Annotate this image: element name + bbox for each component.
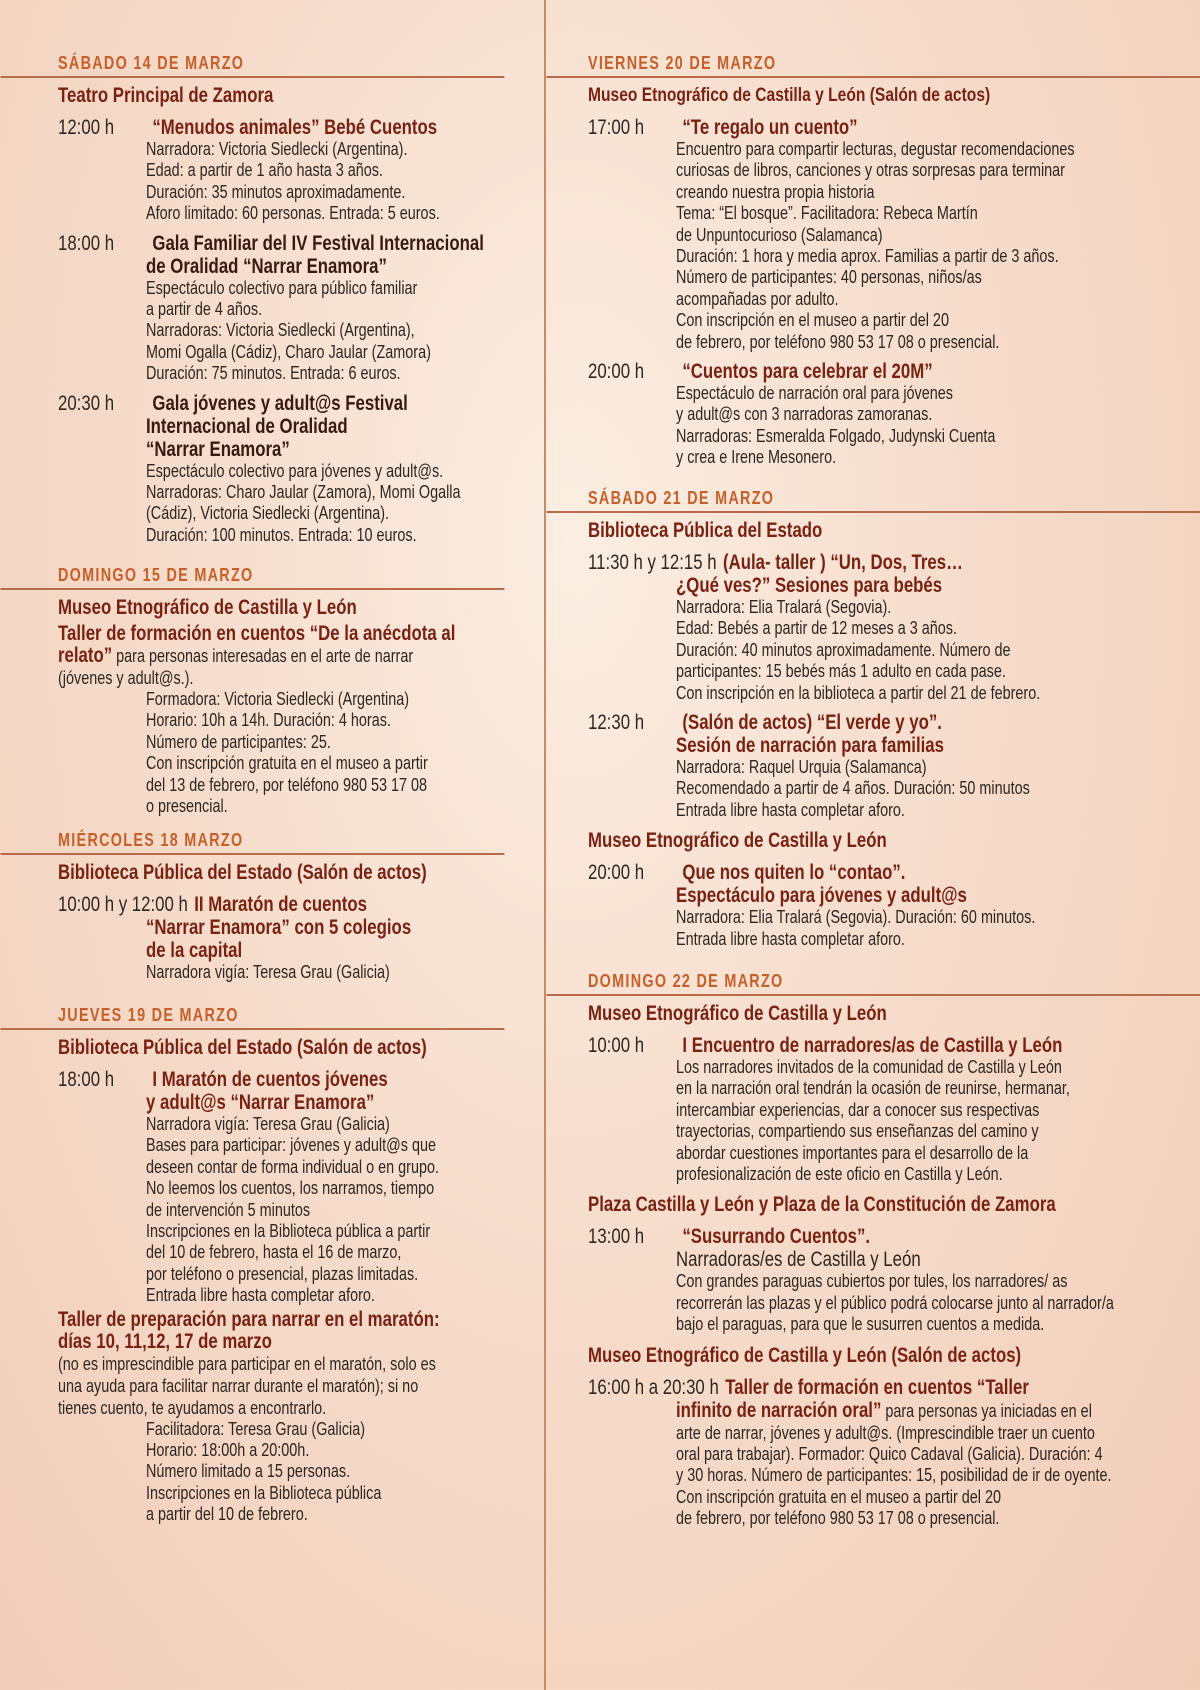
event-time: 18:00 h (58, 1068, 115, 1091)
event-item (588, 1034, 1200, 1185)
description-text: (no es imprescindible para participar en el maratón, solo es (58, 1353, 436, 1374)
event-title-line (676, 734, 1200, 757)
event-detail-line: (Cádiz), Victoria Siedlecki (Argentina). (146, 503, 390, 524)
event-title-text: de la capital (146, 939, 243, 962)
event-title-line (676, 574, 1200, 597)
venue-heading: Teatro Principal de Zamora (58, 84, 274, 107)
workshop-detail-line: Horario: 18:00h a 20:00h. (146, 1440, 310, 1461)
event-detail-line: Narradoras: Charo Jaular (Zamora), Momi Ogalla (146, 482, 461, 503)
event-detail-line: Duración: 1 hora y media aprox. Familias a partir de 3 años. (676, 246, 1059, 267)
event-detail-line: intercambiar experiencias, dar a conocer sus respectivas (676, 1099, 1040, 1120)
day-section (588, 50, 1200, 469)
event-detail-line: Narradora: Raquel Urquia (Salamanca) (676, 757, 927, 778)
event-detail-line: Bases para participar: jóvenes y adult@s que (146, 1135, 436, 1156)
event-title-text: Internacional de Oralidad (146, 414, 348, 438)
event-title-text: Taller de formación en cuentos “Taller (725, 1375, 1029, 1399)
event-title-line (58, 391, 506, 415)
event-detail-line: curiosas de libros, canciones y otras sorpresas para terminar (676, 160, 1065, 181)
event-time: 20:30 h (58, 391, 115, 415)
event-title-text: Taller de preparación para narrar en el maratón: (58, 1307, 440, 1331)
event-detail-line: profesionalización de este oficio en Castilla y León. (676, 1164, 1003, 1185)
workshop-detail-line: Horario: 10h a 14h. Duración: 4 horas. (146, 710, 391, 731)
event-detail-line: Momi Ogalla (Cádiz), Charo Jaular (Zamora) (146, 341, 431, 362)
event-title-text: “Susurrando Cuentos”. (682, 1225, 871, 1249)
venue-heading: Biblioteca Pública del Estado (588, 519, 823, 542)
venue-heading: Museo Etnográfico de Castilla y León (Salón de actos) (588, 1343, 1022, 1367)
event-item (588, 1376, 1200, 1530)
event-title-line (588, 360, 1200, 384)
event-time: 10:00 h y 12:00 h (58, 893, 188, 916)
event-title-text: días 10, 11,12, 17 de marzo (58, 1329, 272, 1353)
event-title-text: y adult@s “Narrar Enamora” (146, 1091, 375, 1114)
event-title-text: infinito de narración oral” (676, 1398, 882, 1422)
workshop-line (58, 667, 506, 689)
event-detail-line: recorrerán las plazas y el público podrá colocarse junto al narrador/a (676, 1292, 1114, 1313)
event-item (58, 392, 506, 547)
event-item (588, 861, 1200, 950)
day-header: DOMINGO 22 DE MARZO (588, 968, 1200, 994)
event-title-line (58, 1068, 506, 1091)
workshop-block (58, 623, 506, 817)
event-detail-line: Espectáculo de narración oral para jóvenes (676, 383, 953, 404)
event-detail-line: Entrada libre hasta completar aforo. (676, 799, 905, 820)
day-header: SÁBADO 14 DE MARZO (58, 50, 506, 76)
event-title-line (588, 1375, 1200, 1399)
event-title-text: “Cuentos para celebrar el 20M” (682, 360, 933, 384)
event-title-text: ¿Qué ves?” Sesiones para bebés (676, 574, 943, 597)
event-detail-line: Narradora: Elia Tralará (Segovia). (676, 597, 892, 617)
event-detail-line: oral para trabajar). Formador: Quico Cadaval (Galicia). Duración: 4 (676, 1444, 1103, 1465)
event-title-line (588, 711, 1200, 735)
description-text: para personas ya iniciadas en el (881, 1400, 1092, 1421)
workshop-block (58, 1309, 506, 1526)
event-time: 12:00 h (58, 116, 115, 139)
workshop-line (58, 623, 506, 645)
event-detail-line: Número de participantes: 40 personas, niños/as (676, 267, 982, 288)
event-item (58, 232, 506, 385)
day-section (588, 968, 1200, 1530)
venue-heading: Museo Etnográfico de Castilla y León (58, 596, 357, 619)
event-detail-line: Entrada libre hasta completar aforo. (676, 928, 905, 949)
event-title-text: Gala Familiar del IV Festival Internacional (152, 231, 484, 255)
event-title-line (676, 884, 1200, 907)
event-item (58, 893, 506, 983)
workshop-detail-line: Formadora: Victoria Siedlecki (Argentina) (146, 689, 410, 709)
event-detail-line: Con inscripción en el museo a partir del 20 (676, 310, 949, 331)
event-detail-line: Narradora vigía: Teresa Grau (Galicia) (146, 962, 390, 982)
event-detail-line: trayectorias, compartiendo sus enseñanzas del camino y (676, 1121, 1039, 1142)
event-item (588, 1225, 1200, 1335)
event-time: 20:00 h (588, 861, 645, 885)
event-detail-line: en la narración oral tendrán la ocasión de reunirse, hermanar, (676, 1078, 1070, 1099)
venue-heading: Museo Etnográfico de Castilla y León (588, 829, 887, 853)
day-section (58, 827, 506, 983)
day-header: DOMINGO 15 DE MARZO (58, 562, 506, 588)
workshop-detail-line: Número limitado a 15 personas. (146, 1461, 351, 1482)
event-detail-line: Narradoras: Esmeralda Folgado, Judynski Cuenta (676, 425, 996, 446)
event-title-line (676, 1399, 1200, 1423)
event-title-text: relato” (58, 644, 113, 667)
venue-heading: Museo Etnográfico de Castilla y León (588, 1002, 887, 1025)
event-item (58, 116, 506, 225)
workshop-detail-line: a partir del 10 de febrero. (146, 1504, 308, 1525)
event-detail-line: y 30 horas. Número de participantes: 15, posibilidad de ir de oyente. (676, 1465, 1112, 1486)
event-time: 10:00 h (588, 1034, 645, 1057)
event-item (588, 360, 1200, 469)
event-detail-line: deseen contar de forma individual o en grupo. (146, 1156, 439, 1177)
workshop-line (58, 1353, 506, 1375)
event-title-line (588, 116, 1200, 139)
day-header: MIÉRCOLES 18 MARZO (58, 827, 506, 853)
event-detail-line: Entrada libre hasta completar aforo. (146, 1285, 375, 1306)
event-title-text: “Te regalo un cuento” (682, 116, 858, 139)
day-section (588, 485, 1200, 950)
event-detail-line: Tema: “El bosque”. Facilitadora: Rebeca Martín (676, 203, 978, 224)
workshop-detail-line: Número de participantes: 25. (146, 731, 331, 752)
event-title-text: Sesión de narración para familias (676, 734, 944, 758)
event-time: 16:00 h a 20:30 h (588, 1375, 719, 1399)
event-title-text: (Aula- taller ) “Un, Dos, Tres… (723, 551, 963, 574)
event-detail-line: Edad: Bebés a partir de 12 meses a 3 años. (676, 618, 957, 639)
event-time: 13:00 h (588, 1225, 645, 1249)
description-text: para personas interesadas en el arte de narrar (112, 646, 414, 666)
description-text: una ayuda para facilitar narrar durante el maratón); si no (58, 1375, 419, 1396)
column-divider (544, 0, 546, 1690)
workshop-detail-line: Facilitadora: Teresa Grau (Galicia) (146, 1418, 366, 1439)
venue-heading: Biblioteca Pública del Estado (Salón de actos) (58, 1036, 427, 1059)
event-detail-line: de febrero, por teléfono 980 53 17 08 o presencial. (676, 331, 1000, 352)
event-detail-line: Encuentro para compartir lecturas, degustar recomendaciones (676, 139, 1075, 159)
event-title-line (146, 438, 506, 461)
event-time: 12:30 h (588, 711, 645, 735)
event-title-line (58, 116, 506, 139)
event-title-line (146, 415, 506, 438)
event-title-text: “Menudos animales” Bebé Cuentos (152, 116, 438, 139)
event-title-line (146, 1091, 506, 1114)
venue-heading: Plaza Castilla y León y Plaza de la Constitución de Zamora (588, 1193, 1056, 1217)
event-detail-line: y adult@s con 3 narradoras zamoranas. (676, 404, 933, 425)
workshop-details (58, 689, 506, 817)
event-title-text: Que nos quiten lo “contao”. (682, 861, 906, 885)
event-detail-line: Narradoras: Victoria Siedlecki (Argentina), (146, 320, 415, 341)
event-title-text: I Maratón de cuentos jóvenes (152, 1068, 388, 1091)
workshop-detail-line: Inscripciones en la Biblioteca pública (146, 1482, 382, 1503)
event-title-text: “Narrar Enamora” con 5 colegios (146, 916, 412, 939)
workshop-details (58, 1419, 506, 1526)
day-section (58, 562, 506, 817)
venue-heading: Museo Etnográfico de Castilla y León (Salón de actos) (588, 84, 991, 106)
event-detail-line: a partir de 4 años. (146, 299, 263, 320)
event-detail-line: No leemos los cuentos, los narramos, tiempo (146, 1178, 435, 1199)
event-detail-line: bajo el paraguas, para que le susurren cuentos a medida. (676, 1314, 1045, 1335)
event-time: 20:00 h (588, 360, 645, 384)
event-detail-line: Duración: 75 minutos. Entrada: 6 euros. (146, 363, 401, 384)
event-title-text: “Narrar Enamora” (146, 437, 290, 461)
day-header: VIERNES 20 DE MARZO (588, 50, 1200, 76)
event-title-text: Espectáculo para jóvenes y adult@s (676, 884, 967, 908)
event-time: 11:30 h y 12:15 h (588, 551, 717, 574)
event-detail-line: de intervención 5 minutos (146, 1199, 311, 1220)
event-detail-line: Narradora: Victoria Siedlecki (Argentina). (146, 139, 408, 159)
event-detail-line: Duración: 40 minutos aproximadamente. Número de (676, 639, 1011, 660)
event-time: 17:00 h (588, 116, 645, 139)
event-detail-line: Los narradores invitados de la comunidad de Castilla y León (676, 1057, 1062, 1077)
day-header: JUEVES 19 DE MARZO (58, 1002, 506, 1028)
event-title-line (588, 1034, 1200, 1057)
event-detail-line: Espectáculo colectivo para público familiar (146, 277, 418, 298)
event-item (588, 711, 1200, 821)
event-detail-line: abordar cuestiones importantes para el desarrollo de la (676, 1142, 1029, 1163)
workshop-line (58, 645, 506, 667)
event-title-text: (Salón de actos) “El verde y yo”. (682, 711, 942, 735)
venue-heading: Biblioteca Pública del Estado (Salón de actos) (58, 861, 427, 884)
event-item (58, 1068, 506, 1307)
description-text: (jóvenes y adult@s.). (58, 668, 194, 688)
event-title-text: Taller de formación en cuentos “De la anécdota al (58, 622, 456, 645)
event-title-line (588, 551, 1200, 574)
event-detail-line: de Unpuntocurioso (Salamanca) (676, 224, 883, 245)
event-subtitle: Narradoras/es de Castilla y León (676, 1248, 921, 1272)
event-detail-line: Aforo limitado: 60 personas. Entrada: 5 euros. (146, 203, 440, 224)
event-title-text: II Maratón de cuentos (194, 893, 367, 916)
day-header: SÁBADO 21 DE MARZO (588, 485, 1200, 511)
event-detail-line: por teléfono o presencial, plazas limitadas. (146, 1263, 419, 1284)
workshop-line (58, 1375, 506, 1397)
event-detail-line: Edad: a partir de 1 año hasta 3 años. (146, 160, 383, 181)
workshop-line (58, 1331, 506, 1353)
workshop-detail-line: o presencial. (146, 796, 228, 817)
event-detail-line: Con inscripción gratuita en el museo a partir del 20 (676, 1486, 1001, 1507)
event-detail-line: participantes: 15 bebés más 1 adulto en cada pase. (676, 661, 1006, 682)
event-title-line (146, 939, 506, 962)
event-title-text: I Encuentro de narradores/as de Castilla y León (682, 1034, 1063, 1057)
day-section (58, 50, 506, 546)
event-detail-line: Narradora: Elia Tralará (Segovia). Duración: 60 minutos. (676, 907, 1036, 928)
event-detail-line: Espectáculo colectivo para jóvenes y adult@s. (146, 460, 444, 481)
description-text: tienes cuento, te ayudamos a encontrarlo. (58, 1397, 327, 1418)
event-detail-line: Recomendado a partir de 4 años. Duración: 50 minutos (676, 778, 1030, 799)
event-detail-line: Duración: 100 minutos. Entrada: 10 euros. (146, 524, 417, 545)
event-detail-line: y crea e Irene Mesonero. (676, 447, 837, 468)
event-item (588, 116, 1200, 353)
workshop-line (58, 1309, 506, 1331)
event-detail-line: creando nuestra propia historia (676, 181, 875, 202)
event-title-line (588, 1225, 1200, 1249)
workshop-line (58, 1397, 506, 1419)
event-detail-line: acompañadas por adulto. (676, 288, 839, 309)
event-detail-line: de febrero, por teléfono 980 53 17 08 o presencial. (676, 1508, 1000, 1529)
event-detail-line: Con grandes paraguas cubiertos por tules, los narradores/ as (676, 1271, 1068, 1292)
event-title-line (146, 916, 506, 939)
event-item (588, 551, 1200, 704)
event-detail-line: del 10 de febrero, hasta el 16 de marzo, (146, 1242, 402, 1263)
event-title-line (58, 231, 506, 255)
event-detail-line: Con inscripción en la biblioteca a partir del 21 de febrero. (676, 682, 1041, 703)
workshop-detail-line: Con inscripción gratuita en el museo a partir (146, 753, 428, 774)
event-title-text: Gala jóvenes y adult@s Festival (152, 391, 408, 415)
event-detail-line: Duración: 35 minutos aproximadamente. (146, 181, 406, 202)
event-detail-line: Inscripciones en la Biblioteca pública a partir (146, 1221, 431, 1242)
event-title-line (58, 893, 506, 916)
event-title-line (146, 255, 506, 278)
day-section (58, 1002, 506, 1526)
event-detail-line: arte de narrar, jóvenes y adult@s. (Imprescindible traer un cuento (676, 1422, 1095, 1443)
event-time: 18:00 h (58, 231, 115, 255)
event-detail-line: Narradora vigía: Teresa Grau (Galicia) (146, 1114, 390, 1134)
event-title-text: de Oralidad “Narrar Enamora” (146, 254, 387, 278)
event-title-line (588, 861, 1200, 885)
workshop-detail-line: del 13 de febrero, por teléfono 980 53 17 08 (146, 774, 428, 795)
